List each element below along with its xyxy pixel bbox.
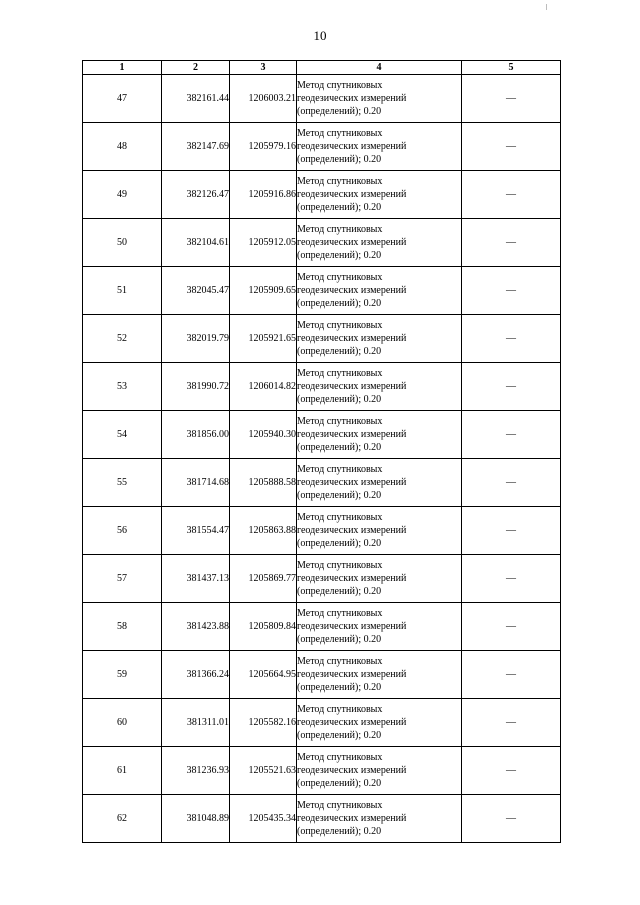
x-coordinate-cell: 382147.69	[162, 123, 230, 171]
method-line: Метод спутниковых	[297, 512, 383, 523]
method-cell	[297, 699, 462, 747]
y-coordinate-cell: 1205582.16	[230, 699, 297, 747]
method-cell	[297, 219, 462, 267]
y-coordinate-cell: 1205979.16	[230, 123, 297, 171]
method-line: Метод спутниковых	[297, 320, 383, 331]
method-line: геодезических измерений	[297, 237, 407, 248]
method-cell	[297, 411, 462, 459]
method-cell	[297, 123, 462, 171]
point-number-cell: 54	[83, 411, 162, 459]
method-line: геодезических измерений	[297, 525, 407, 536]
note-dash: —	[506, 381, 516, 392]
y-coordinate-cell: 1205869.77	[230, 555, 297, 603]
y-coordinate-cell: 1205912.05	[230, 219, 297, 267]
table-row	[83, 747, 561, 795]
table-row	[83, 795, 561, 843]
method-line: геодезических измерений	[297, 333, 407, 344]
header-row	[83, 61, 561, 75]
note-dash: —	[506, 93, 516, 104]
method-line: (определений); 0.20	[297, 778, 382, 789]
table-row	[83, 123, 561, 171]
method-line: (определений); 0.20	[297, 346, 382, 357]
y-coordinate-cell: 1205863.88	[230, 507, 297, 555]
note-cell	[462, 219, 561, 267]
note-cell	[462, 603, 561, 651]
method-line: Метод спутниковых	[297, 224, 383, 235]
method-cell	[297, 171, 462, 219]
method-line: геодезических измерений	[297, 573, 407, 584]
method-line: Метод спутниковых	[297, 80, 383, 91]
method-line: (определений); 0.20	[297, 730, 382, 741]
y-coordinate-cell: 1205888.58	[230, 459, 297, 507]
point-number-cell: 48	[83, 123, 162, 171]
note-cell	[462, 411, 561, 459]
note-dash: —	[506, 141, 516, 152]
point-number-cell: 61	[83, 747, 162, 795]
point-number-cell: 62	[83, 795, 162, 843]
method-cell	[297, 363, 462, 411]
method-cell	[297, 747, 462, 795]
method-line: Метод спутниковых	[297, 176, 383, 187]
table-row	[83, 555, 561, 603]
x-coordinate-cell: 381311.01	[162, 699, 230, 747]
x-coordinate-cell: 382161.44	[162, 75, 230, 123]
note-cell	[462, 123, 561, 171]
point-number-cell: 59	[83, 651, 162, 699]
table-row	[83, 459, 561, 507]
table-row	[83, 315, 561, 363]
note-cell	[462, 171, 561, 219]
column-header-2: 2	[162, 61, 230, 75]
method-line: Метод спутниковых	[297, 656, 383, 667]
note-dash: —	[506, 621, 516, 632]
x-coordinate-cell: 381437.13	[162, 555, 230, 603]
y-coordinate-cell: 1205940.30	[230, 411, 297, 459]
method-line: (определений); 0.20	[297, 682, 382, 693]
method-line: (определений); 0.20	[297, 826, 382, 837]
note-cell	[462, 507, 561, 555]
method-line: геодезических измерений	[297, 765, 407, 776]
note-dash: —	[506, 237, 516, 248]
note-cell	[462, 699, 561, 747]
method-line: геодезических измерений	[297, 669, 407, 680]
method-line: геодезических измерений	[297, 381, 407, 392]
note-cell	[462, 267, 561, 315]
table-row	[83, 75, 561, 123]
x-coordinate-cell: 382126.47	[162, 171, 230, 219]
method-line: (определений); 0.20	[297, 202, 382, 213]
table-row	[83, 651, 561, 699]
method-line: геодезических измерений	[297, 621, 407, 632]
method-cell	[297, 75, 462, 123]
method-line: Метод спутниковых	[297, 416, 383, 427]
point-number-cell: 47	[83, 75, 162, 123]
x-coordinate-cell: 381236.93	[162, 747, 230, 795]
method-line: (определений); 0.20	[297, 250, 382, 261]
method-line: (определений); 0.20	[297, 586, 382, 597]
method-cell	[297, 555, 462, 603]
note-dash: —	[506, 285, 516, 296]
method-line: (определений); 0.20	[297, 298, 382, 309]
x-coordinate-cell: 381423.88	[162, 603, 230, 651]
x-coordinate-cell: 381554.47	[162, 507, 230, 555]
method-cell	[297, 603, 462, 651]
note-cell	[462, 363, 561, 411]
point-number-cell: 55	[83, 459, 162, 507]
table-row	[83, 507, 561, 555]
x-coordinate-cell: 381048.89	[162, 795, 230, 843]
note-cell	[462, 459, 561, 507]
y-coordinate-cell: 1205809.84	[230, 603, 297, 651]
x-coordinate-cell: 382045.47	[162, 267, 230, 315]
column-header-5: 5	[462, 61, 561, 75]
note-dash: —	[506, 477, 516, 488]
method-line: (определений); 0.20	[297, 442, 382, 453]
note-cell	[462, 555, 561, 603]
y-coordinate-cell: 1205916.86	[230, 171, 297, 219]
method-line: Метод спутниковых	[297, 272, 383, 283]
x-coordinate-cell: 381856.00	[162, 411, 230, 459]
method-line: Метод спутниковых	[297, 464, 383, 475]
method-cell	[297, 507, 462, 555]
note-dash: —	[506, 189, 516, 200]
y-coordinate-cell: 1205921.65	[230, 315, 297, 363]
x-coordinate-cell: 381714.68	[162, 459, 230, 507]
note-dash: —	[506, 573, 516, 584]
note-cell	[462, 75, 561, 123]
table-row	[83, 171, 561, 219]
scan-artifact	[546, 4, 547, 10]
column-header-3: 3	[230, 61, 297, 75]
table-row	[83, 603, 561, 651]
method-line: (определений); 0.20	[297, 490, 382, 501]
note-dash: —	[506, 333, 516, 344]
table-row	[83, 363, 561, 411]
method-line: Метод спутниковых	[297, 800, 383, 811]
method-line: геодезических измерений	[297, 285, 407, 296]
point-number-cell: 58	[83, 603, 162, 651]
x-coordinate-cell: 382104.61	[162, 219, 230, 267]
note-cell	[462, 747, 561, 795]
method-line: геодезических измерений	[297, 429, 407, 440]
method-line: геодезических измерений	[297, 141, 407, 152]
note-cell	[462, 795, 561, 843]
method-line: Метод спутниковых	[297, 368, 383, 379]
method-cell	[297, 795, 462, 843]
method-line: Метод спутниковых	[297, 752, 383, 763]
note-dash: —	[506, 669, 516, 680]
method-line: Метод спутниковых	[297, 704, 383, 715]
method-cell	[297, 267, 462, 315]
method-line: геодезических измерений	[297, 189, 407, 200]
table-body	[83, 75, 561, 843]
x-coordinate-cell: 381990.72	[162, 363, 230, 411]
method-line: Метод спутниковых	[297, 608, 383, 619]
point-number-cell: 52	[83, 315, 162, 363]
point-number-cell: 50	[83, 219, 162, 267]
method-line: (определений); 0.20	[297, 394, 382, 405]
table-row	[83, 267, 561, 315]
method-line: Метод спутниковых	[297, 560, 383, 571]
method-cell	[297, 315, 462, 363]
point-number-cell: 57	[83, 555, 162, 603]
x-coordinate-cell: 382019.79	[162, 315, 230, 363]
method-line: (определений); 0.20	[297, 634, 382, 645]
page-number: 10	[313, 28, 327, 43]
x-coordinate-cell: 381366.24	[162, 651, 230, 699]
y-coordinate-cell: 1205435.34	[230, 795, 297, 843]
column-header-4: 4	[297, 61, 462, 75]
coordinates-table	[82, 60, 561, 843]
note-dash: —	[506, 429, 516, 440]
point-number-cell: 49	[83, 171, 162, 219]
note-dash: —	[506, 813, 516, 824]
table-row	[83, 699, 561, 747]
method-line: (определений); 0.20	[297, 106, 382, 117]
y-coordinate-cell: 1205521.63	[230, 747, 297, 795]
y-coordinate-cell: 1206014.82	[230, 363, 297, 411]
y-coordinate-cell: 1206003.21	[230, 75, 297, 123]
method-line: геодезических измерений	[297, 477, 407, 488]
y-coordinate-cell: 1205909.65	[230, 267, 297, 315]
note-dash: —	[506, 717, 516, 728]
method-cell	[297, 459, 462, 507]
point-number-cell: 53	[83, 363, 162, 411]
note-cell	[462, 315, 561, 363]
point-number-cell: 56	[83, 507, 162, 555]
method-line: геодезических измерений	[297, 717, 407, 728]
note-cell	[462, 651, 561, 699]
note-dash: —	[506, 765, 516, 776]
y-coordinate-cell: 1205664.95	[230, 651, 297, 699]
column-header-1: 1	[83, 61, 162, 75]
method-line: геодезических измерений	[297, 813, 407, 824]
table-row	[83, 411, 561, 459]
method-line: (определений); 0.20	[297, 154, 382, 165]
point-number-cell: 60	[83, 699, 162, 747]
method-cell	[297, 651, 462, 699]
method-line: (определений); 0.20	[297, 538, 382, 549]
method-line: Метод спутниковых	[297, 128, 383, 139]
note-dash: —	[506, 525, 516, 536]
point-number-cell: 51	[83, 267, 162, 315]
table-row	[83, 219, 561, 267]
method-line: геодезических измерений	[297, 93, 407, 104]
